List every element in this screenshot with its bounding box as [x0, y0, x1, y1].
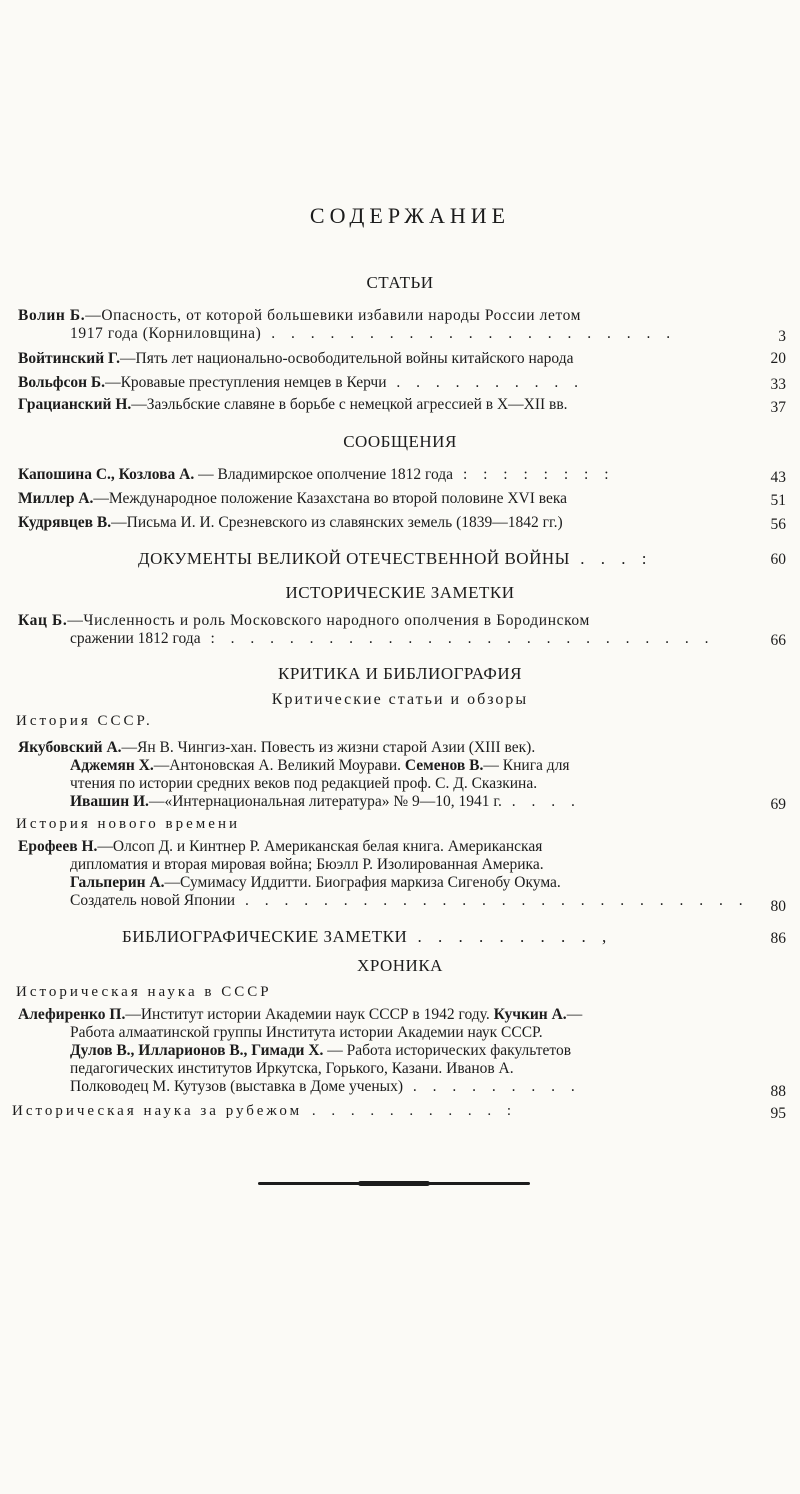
page-number: 37: [770, 399, 786, 416]
review2-line4: Создатель новой Японии . . . . . . . . . . . . . . . . . . . . . . . . . .: [70, 892, 749, 909]
leader-dots: . . . . . . . . .: [403, 1078, 581, 1095]
leader-dots: . . . . . . . . . .: [386, 374, 585, 391]
entry-title: —Опасность, от которой большевики избавили народы России летом: [85, 307, 582, 324]
author: Грацианский Н.: [18, 396, 132, 413]
entry-title: —Письма И. И. Срезневского из славянских земель (1839—1842 гг.): [111, 514, 563, 531]
leader-dots: . . . . . . . . . . . . . . . . . . . . . . . . . .: [235, 892, 749, 909]
toc-entry-kats-line2: [70, 630, 715, 648]
page-title: СОДЕРЖАНИЕ: [309, 203, 511, 228]
toc-entry-volin-line1: [18, 307, 581, 325]
leader-dots: . . . :: [569, 549, 653, 568]
toc-entry-voitinsky: [18, 350, 573, 368]
entry-title: сражении 1812 года: [70, 630, 201, 647]
author: Войтинский Г.: [18, 350, 121, 367]
page-number: 86: [770, 930, 786, 947]
page-number: 60: [770, 551, 786, 568]
page-number: 80: [770, 898, 786, 915]
page-number: 43: [770, 469, 786, 486]
page-number: 20: [770, 350, 786, 367]
page-number: 88: [770, 1083, 786, 1100]
toc-entry-gratsiansky: [18, 396, 568, 414]
toc-entry-kudryavtsev: [18, 514, 563, 532]
review-line4: Ивашин И.—«Интернациональная литература» № 9—10, 1941 г. . . . .: [70, 793, 581, 810]
rubric-science-ussr: Историческая наука в СССР: [16, 984, 272, 1000]
section-notes: ИСТОРИЧЕСКИЕ ЗАМЕТКИ: [285, 583, 515, 602]
leader-dots: . . . . . . . . . ,: [407, 927, 613, 946]
leader-dots: : . . . . . . . . . . . . . . . . . . . . . . . . .: [200, 630, 715, 647]
review-line2: Аджемян Х.—Антоновская А. Великий Моурави. Семенов В.— Книга для: [70, 757, 570, 774]
author: Капошина С., Козлова А.: [18, 466, 195, 483]
section-criticism: КРИТИКА И БИБЛИОГРАФИЯ: [278, 664, 522, 683]
toc-entry-volin-line2: [70, 325, 676, 343]
entry-title: — Владимирское ополчение 1812 года: [194, 466, 454, 483]
toc-entry-miller: [18, 490, 567, 508]
author: Кудрявцев В.: [18, 514, 112, 531]
toc-entry-kaposhina: [18, 466, 615, 484]
entry-title: 1917 года (Корниловщина): [70, 325, 262, 342]
page-number: 3: [778, 328, 786, 345]
review2-line2: дипломатия и вторая мировая война; Бюэлл Р. Изолированная Америка.: [70, 856, 544, 873]
review-line1: Якубовский А.—Ян В. Чингиз-хан. Повесть из жизни старой Азии (XIII век).: [18, 739, 536, 756]
review2-line1: Ерофеев Н.—Олсоп Д. и Кинтнер Р. Американская белая книга. Американская: [18, 838, 543, 855]
leader-dots: . . . . . . . . . . :: [302, 1103, 518, 1119]
leader-dots: : : : : : : : :: [453, 466, 615, 483]
page-number: 95: [770, 1105, 786, 1122]
page-number: 33: [770, 376, 786, 393]
section-reports: СООБЩЕНИЯ: [343, 432, 457, 451]
entry-title: —Численность и роль Московского народного ополчения в Бородинском: [67, 612, 590, 629]
leader-dots: . . . .: [501, 793, 581, 810]
chronicle-line5: Полководец М. Кутузов (выставка в Доме ученых) . . . . . . . . .: [70, 1078, 581, 1095]
rubric-ussr-history: История СССР.: [16, 713, 153, 729]
subsection-criticism: Критические статьи и обзоры: [271, 691, 529, 708]
toc-entry-kats-line1: [18, 612, 590, 630]
page-number: 56: [770, 516, 786, 533]
entry-title: —Международное положение Казахстана во второй половине XVI века: [93, 490, 568, 507]
section-chronicle: ХРОНИКА: [357, 956, 443, 975]
author: Кац Б.: [18, 612, 68, 629]
toc-entry-volfson: [18, 374, 584, 392]
review2-line3: Гальперин А.—Сумимасу Иддитти. Биография маркиза Сигенобу Окума.: [70, 874, 561, 891]
chronicle-line4: педагогических институтов Иркутска, Горького, Казани. Иванов А.: [70, 1060, 514, 1077]
rubric-modern-history: История нового времени: [16, 816, 241, 832]
chronicle-line3: Дулов В., Илларионов В., Гимади Х. — Работа исторических факультетов: [70, 1042, 572, 1059]
entry-title: —Кровавые преступления немцев в Керчи: [105, 374, 387, 391]
section-bibliographic: БИБЛИОГРАФИЧЕСКИЕ ЗАМЕТКИ . . . . . . . . . ,: [122, 927, 613, 946]
entry-title: —Заэльбские славяне в борьбе с немецкой агрессией в X—XII вв.: [131, 396, 568, 413]
end-rule: [258, 1182, 530, 1185]
entry-title: —Пять лет национально-освободительной войны китайского народа: [120, 350, 574, 367]
author: Волин Б.: [18, 307, 86, 324]
leader-dots: . . . . . . . . . . . . . . . . . . . . .: [261, 325, 677, 342]
chronicle-line2: Работа алмаатинской группы Института истории Академии наук СССР.: [70, 1024, 543, 1041]
chronicle-line1: Алефиренко П.—Институт истории Академии наук СССР в 1942 году. Кучкин А.—: [18, 1006, 583, 1023]
author: Миллер А.: [18, 490, 94, 507]
page-number: 51: [770, 492, 786, 509]
page-number: 66: [770, 632, 786, 649]
page-number: 69: [770, 796, 786, 813]
section-articles: СТАТЬИ: [366, 273, 434, 292]
section-documents: ДОКУМЕНТЫ ВЕЛИКОЙ ОТЕЧЕСТВЕННОЙ ВОЙНЫ . . . :: [138, 549, 653, 568]
review-line3: чтения по истории средних веков под редакцией проф. С. Д. Сказкина.: [70, 775, 538, 792]
rubric-science-abroad: Историческая наука за рубежом . . . . . . . . . . :: [12, 1103, 518, 1119]
author: Вольфсон Б.: [18, 374, 106, 391]
